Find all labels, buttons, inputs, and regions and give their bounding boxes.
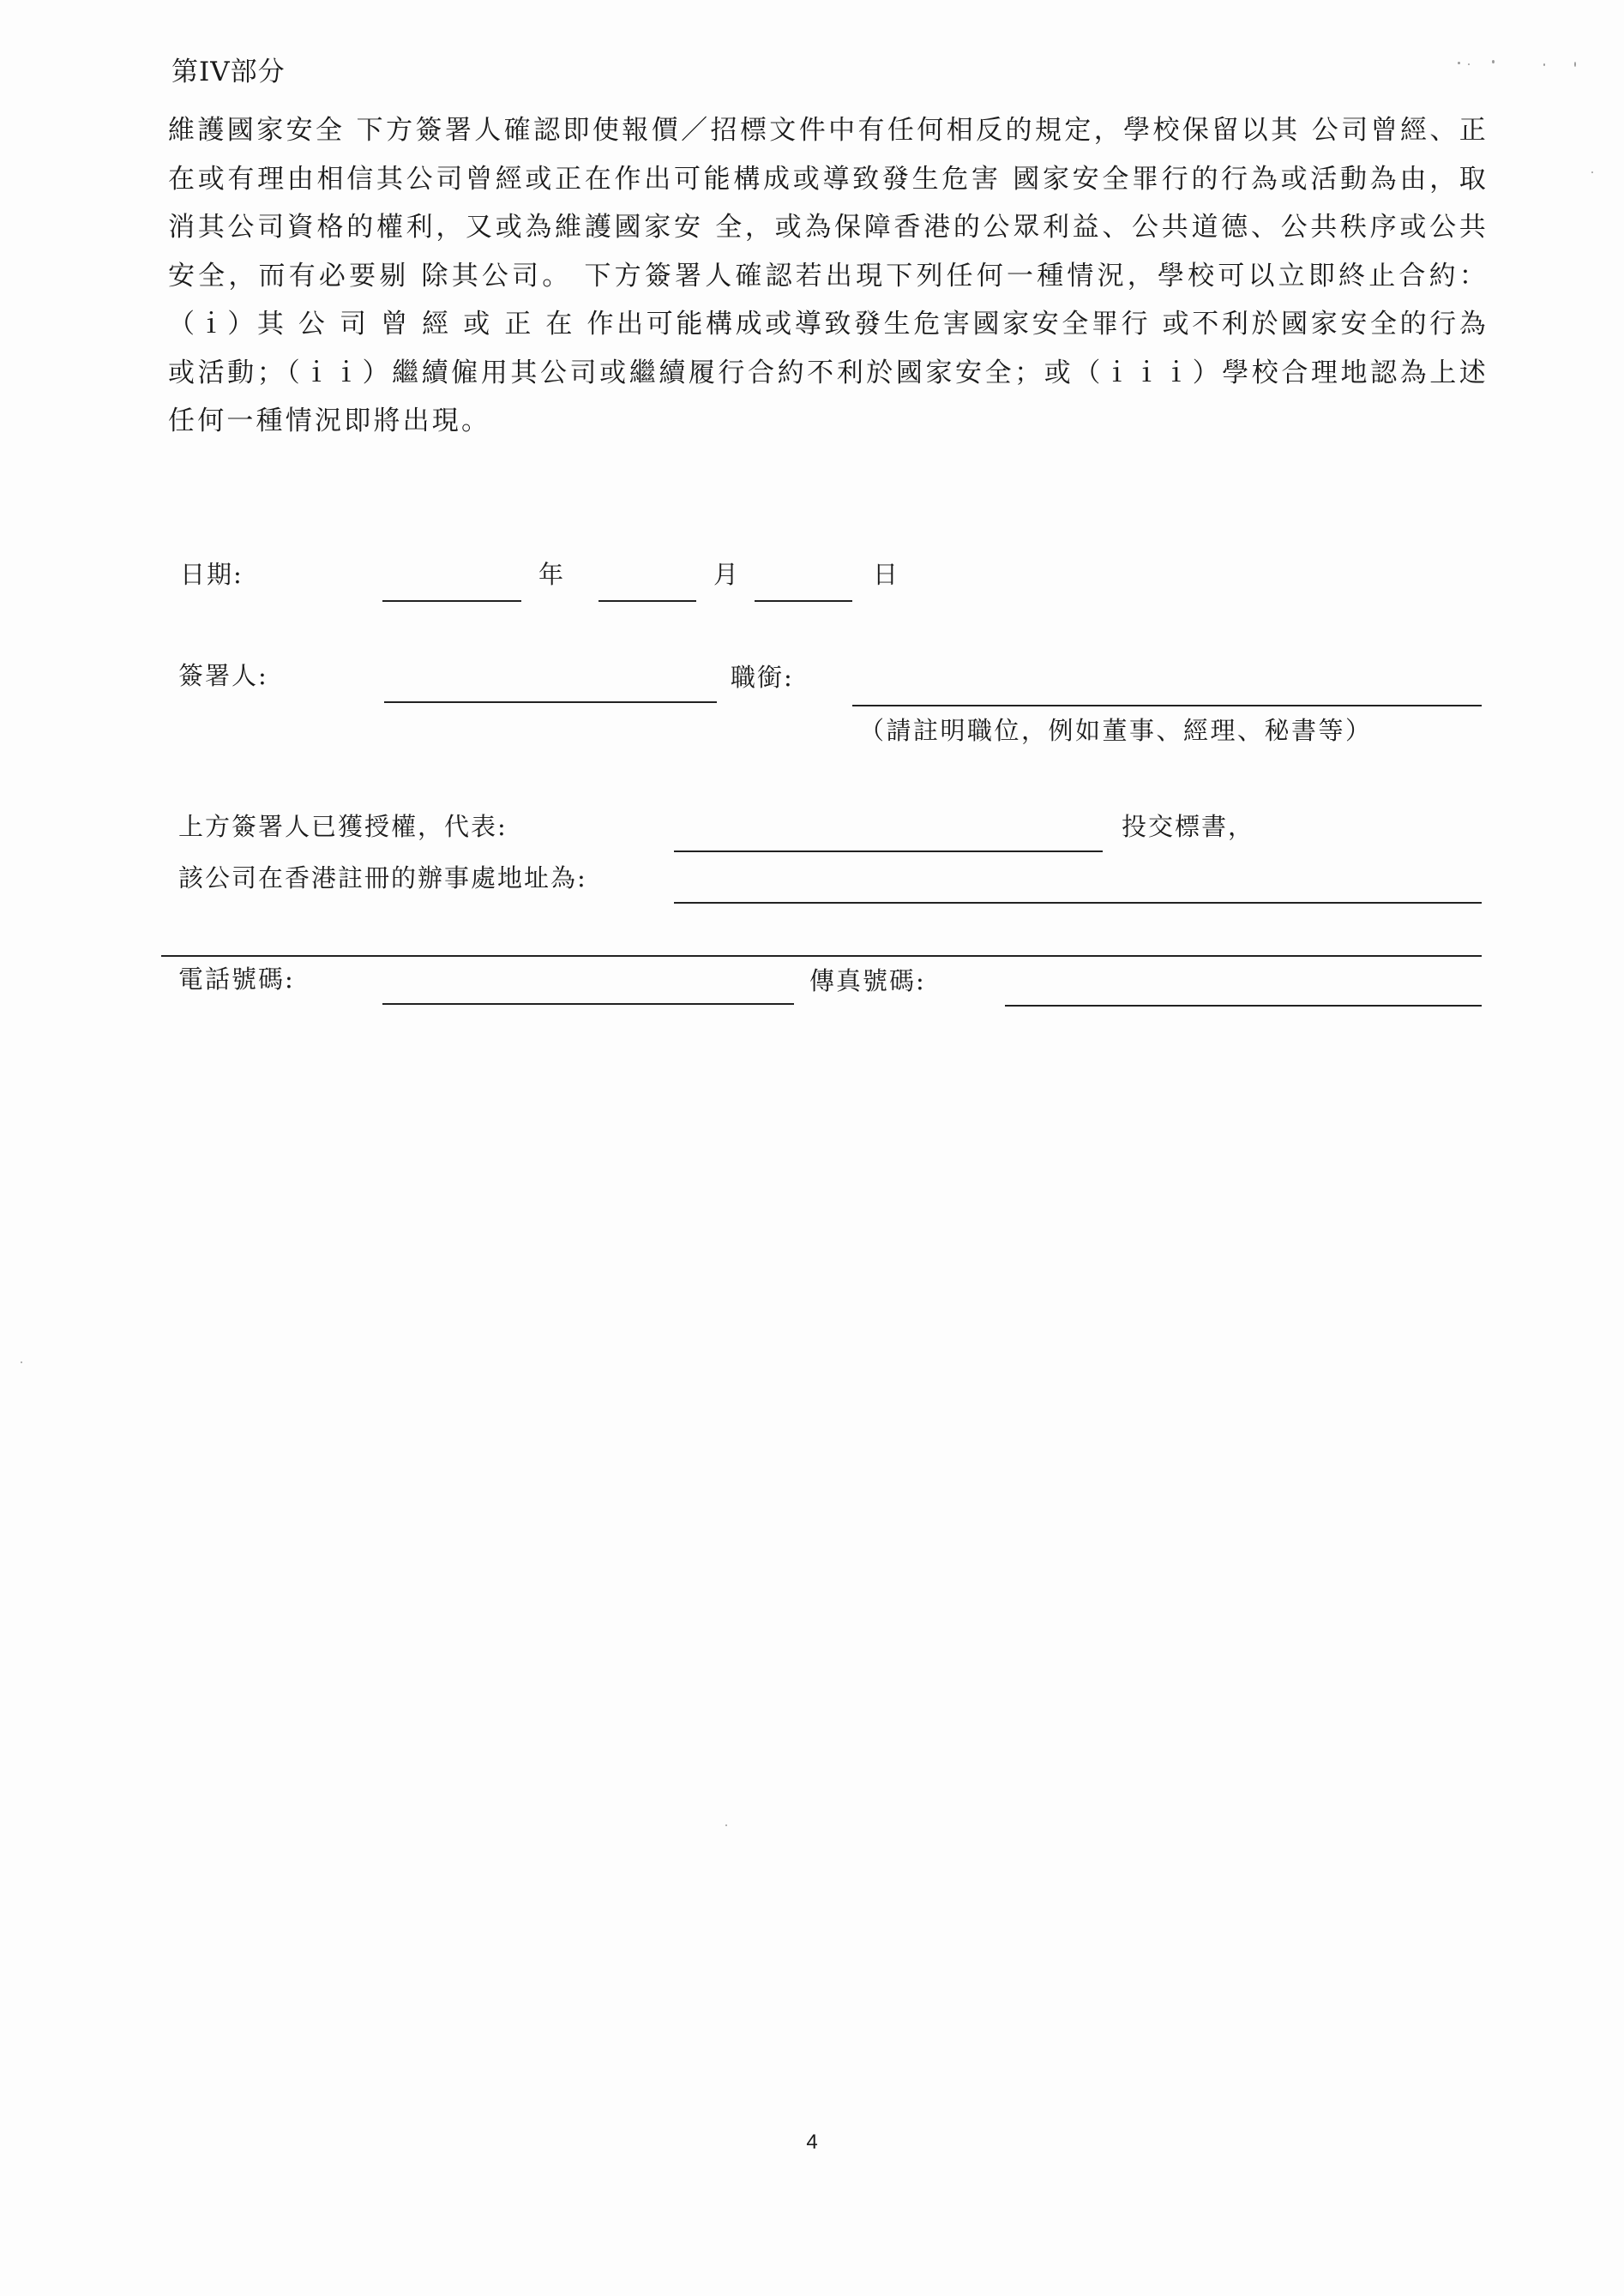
fax-label: 傳真號碼: <box>809 966 926 995</box>
scan-speck <box>21 1361 22 1363</box>
authorized-label: 上方簽署人已獲授權，代表: <box>178 812 508 841</box>
scan-speck <box>1458 62 1460 64</box>
phone-input-line[interactable] <box>382 1003 794 1005</box>
signatory-input-line[interactable] <box>384 701 717 703</box>
address-input-line-2[interactable] <box>161 955 1482 957</box>
signatory-label: 簽署人: <box>178 661 268 690</box>
month-label: 月 <box>713 560 741 589</box>
address-input-line-1[interactable] <box>674 902 1482 904</box>
day-input-line[interactable] <box>755 600 852 602</box>
scan-speck <box>1492 60 1495 63</box>
scan-speck <box>1543 63 1545 66</box>
month-input-line[interactable] <box>598 600 696 602</box>
day-label: 日 <box>873 560 900 589</box>
national-security-clause: 維護國家安全 下方簽署人確認即使報價／招標文件中有任何相反的規定，學校保留以其 公司曾經、正在或有理由相信其公司曾經或正在作出可能構成或導致發生危害 國家安全罪行的行為或活動為由，取消其公司資格的權利，又或為維護國家安 全，或為保障香港的公眾利益、公共道德、公共秩序或公共安全，而有必要剔 除其公司。 下方簽署人確認若出現下列任何一種情況，學校可以立即終止合約：（ｉ）其 公 司 曾 經 或 正 在 作出可能構成或導致發生危害國家安全罪行 或不利於國家安全的行為或活動；（ｉｉ）繼續僱用其公司或繼續履行合約不利於國家安全；或（ｉｉｉ）學校合理地認為上述任何一種情況即將出現。 <box>168 115 1489 436</box>
date-label: 日期: <box>180 560 244 589</box>
registered-address-label: 該公司在香港註冊的辦事處地址為: <box>178 863 587 893</box>
year-label: 年 <box>538 560 566 589</box>
scan-speck <box>1574 62 1576 67</box>
page-number: 4 <box>806 2131 818 2154</box>
submit-tender-label: 投交標書， <box>1122 812 1255 841</box>
scan-speck <box>1468 63 1470 65</box>
scan-speck <box>1591 171 1593 173</box>
job-title-note: （請註明職位，例如董事、經理、秘書等） <box>859 716 1373 745</box>
fax-input-line[interactable] <box>1005 1005 1482 1007</box>
company-name-input-line[interactable] <box>674 850 1103 852</box>
job-title-label: 職銜: <box>731 663 794 692</box>
job-title-input-line[interactable] <box>852 705 1482 706</box>
phone-label: 電話號碼: <box>178 965 295 994</box>
section-title: 第IV部分 <box>171 57 286 87</box>
scan-speck <box>725 1824 727 1826</box>
year-input-line[interactable] <box>382 600 521 602</box>
